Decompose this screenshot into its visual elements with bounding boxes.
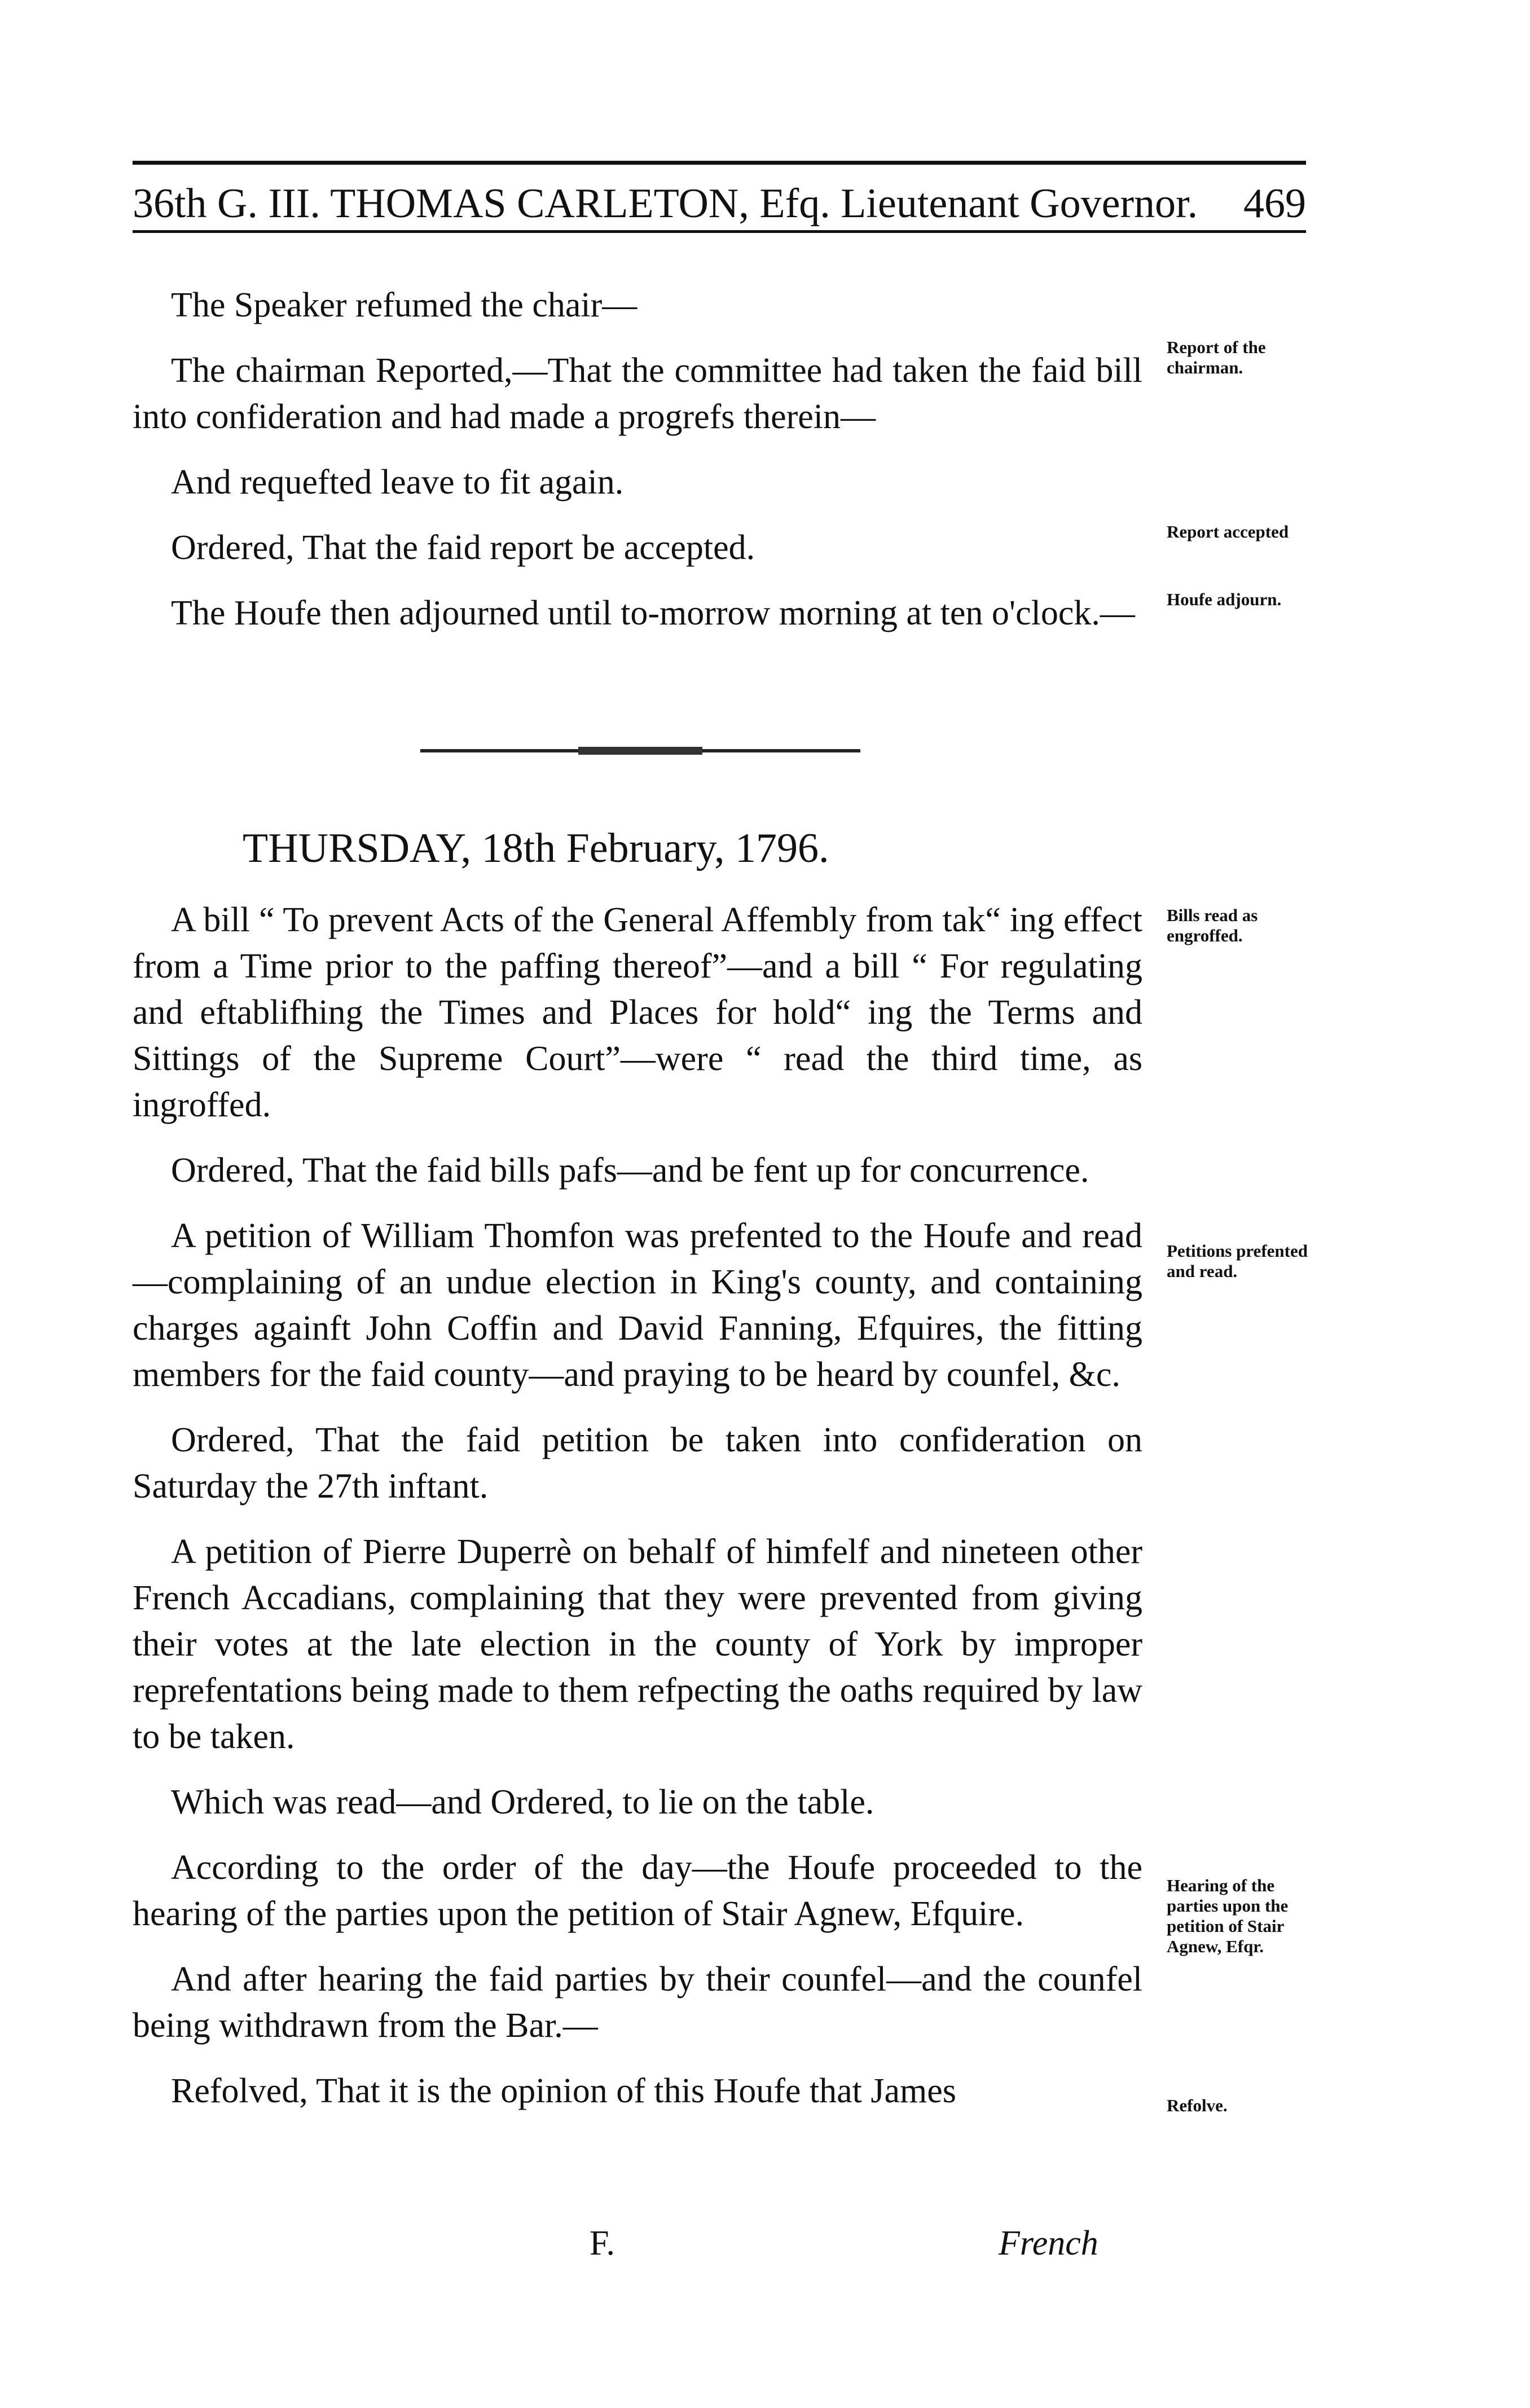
page-number: 469	[1243, 181, 1306, 227]
paragraph-bills-pass: Ordered, That the faid bills pafs—and be fent up for concurrence.	[171, 1151, 1089, 1190]
header-bottom-rule	[133, 230, 1306, 233]
paragraph-report-accepted: Ordered, That the faid report be accepted.	[171, 529, 755, 567]
paragraph-speaker-resumed: The Speaker refumed the chair—	[171, 286, 638, 324]
margin-note-house-adjourn: Houfe adjourn.	[1167, 589, 1282, 609]
paragraph-bills-read: A bill “ To prevent Acts of the General Affembly from tak“ ing effect from a Time prior to the paffing thereof”—and a bill “ For regulating and eftablifhing the Times and Places for hold“ ing the Terms and Sittings of the Supreme Court”—were “ read the third time, as ingroffed.	[133, 901, 1142, 1124]
top-section-text	[133, 282, 1142, 655]
margin-note-hearing-of-parties: Hearing of the parties upon the petition of Stair Agnew, Efqr.	[1167, 1876, 1289, 1956]
running-title: 36th G. III. THOMAS CARLETON, Efq. Lieutenant Governor.	[133, 181, 1198, 227]
paragraph-thomson-petition: A petition of William Thomfon was prefented to the Houfe and read—complaining of an undue election in King's county, and containing charges againft John Coffin and David Fanning, Efquires, the fitting members for the faid county—and praying to be heard by counfel, &c.	[133, 1217, 1142, 1394]
paragraph-petition-ordered: Ordered, That the faid petition be taken into confideration on Saturday the 27th inftant.	[133, 1421, 1142, 1505]
section-date-heading: THURSDAY, 18th February, 1796.	[243, 825, 829, 871]
margin-note-petitions-presented: Petitions prefented and read.	[1167, 1241, 1308, 1281]
margin-note-report-accepted: Report accepted	[1167, 522, 1289, 542]
catchword: French	[999, 2224, 1098, 2262]
signature-mark: F.	[590, 2224, 615, 2262]
paragraph-leave-to-sit: And requefted leave to fit again.	[171, 463, 624, 501]
paragraph-duperre-petition: A petition of Pierre Duperrè on behalf of himfelf and nineteen other French Accadians, complaining that they were prevented from giving their votes at the late election in the county of York by improper reprefentations being made to them refpecting the oaths required by law to be taken.	[133, 1533, 1142, 1756]
main-section-text	[133, 897, 1142, 2133]
header-top-rule	[133, 161, 1306, 165]
margin-note-resolve: Refolve.	[1167, 2096, 1228, 2115]
paragraph-counsel-withdrawn: And after hearing the faid parties by their counfel—and the counfel being withdrawn from the Bar.—	[133, 1960, 1142, 2045]
page-header	[133, 178, 1306, 230]
margin-note-bills-read: Bills read as engroffed.	[1167, 905, 1258, 945]
paragraph-chairman-reported: The chairman Reported,—That the committee had taken the faid bill into confideration and had made a progrefs therein—	[133, 351, 1142, 436]
section-divider	[420, 749, 860, 752]
paragraph-resolved: Refolved, That it is the opinion of this Houfe that James	[171, 2072, 956, 2110]
margin-note-report-of-chairman: Report of the chairman.	[1167, 337, 1266, 377]
paragraph-order-of-day: According to the order of the day—the Houfe proceeded to the hearing of the parties upon the petition of Stair Agnew, Efquire.	[133, 1848, 1142, 1933]
paragraph-lie-on-table: Which was read—and Ordered, to lie on the table.	[171, 1783, 874, 1821]
paragraph-house-adjourned: The Houfe then adjourned until to-morrow morning at ten o'clock.—	[171, 594, 1135, 632]
